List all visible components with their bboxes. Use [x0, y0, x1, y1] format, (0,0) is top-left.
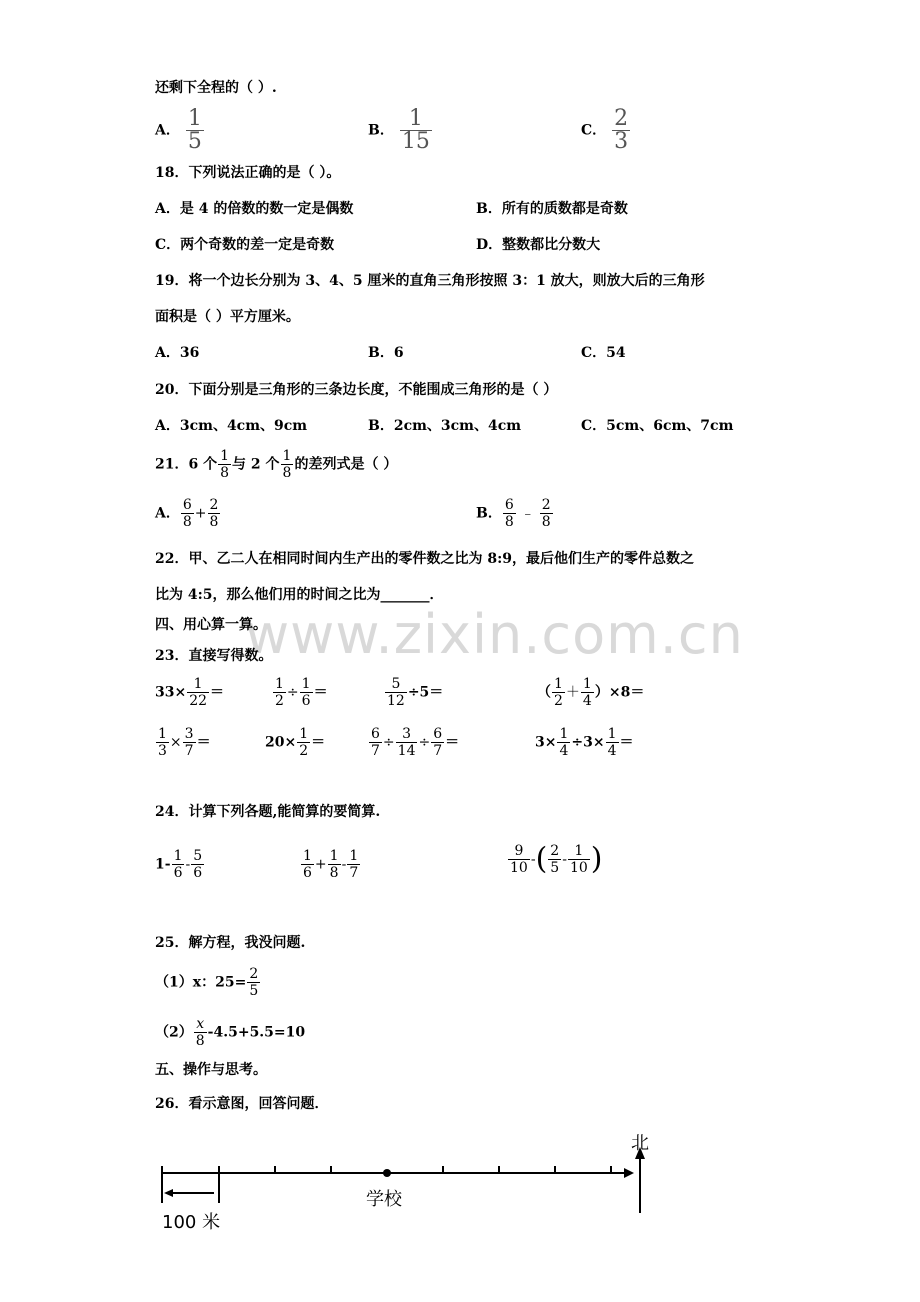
q17-stem: 还剩下全程的（ ）.	[155, 80, 277, 96]
expr-text: ＝	[445, 734, 460, 751]
q18-stem: 18．下列说法正确的是（ ）。	[155, 165, 341, 181]
fraction	[347, 848, 360, 881]
denominator: 2	[275, 693, 284, 709]
fraction	[297, 726, 310, 759]
q22-line1: 22．甲、乙二人在相同时间内生产出的零件数之比为 8:9，最后他们生产的零件总数之	[155, 551, 695, 567]
operator: ÷	[418, 734, 431, 751]
numerator: 1	[329, 848, 339, 864]
denominator: 7	[184, 743, 194, 759]
expr-text: ÷3×	[571, 734, 605, 751]
numerator: 1	[282, 448, 292, 464]
expr-text: ＝	[311, 734, 326, 751]
q19-option-b: B．6	[368, 345, 404, 361]
expr-text: （2）	[155, 1024, 193, 1041]
operator: -	[530, 851, 536, 868]
denominator: 6	[301, 693, 311, 709]
q17-option-a	[155, 108, 204, 153]
numerator: 1	[301, 676, 311, 692]
q19-option-a: A．36	[155, 345, 200, 361]
denominator: 5	[187, 129, 202, 154]
fraction	[172, 848, 185, 881]
denominator: 10	[510, 860, 528, 876]
denominator: 5	[550, 860, 560, 876]
q19-option-c: C．54	[581, 345, 626, 361]
numerator: 1	[408, 106, 423, 131]
denominator: 8	[541, 514, 551, 530]
denominator: 6	[193, 865, 203, 881]
numerator: 1	[187, 106, 202, 131]
expr-text: ＝	[210, 684, 225, 701]
q17-option-b	[368, 108, 432, 153]
denominator: 7	[349, 865, 359, 881]
denominator: 8	[329, 865, 339, 881]
fraction	[508, 843, 530, 876]
fraction	[247, 966, 260, 999]
denominator: 4	[607, 743, 617, 759]
fraction	[281, 448, 294, 481]
section5-title: 五、操作与思考。	[155, 1062, 267, 1078]
fraction	[300, 676, 313, 709]
q21-option-b	[476, 497, 554, 530]
fraction	[273, 676, 286, 709]
denominator: 22	[189, 693, 208, 709]
option-label: B．	[476, 505, 502, 522]
fraction	[181, 497, 194, 530]
numerator: 1	[554, 676, 563, 692]
numerator: 1	[193, 676, 203, 692]
numerator: 6	[433, 726, 443, 742]
q21-stem	[155, 448, 397, 481]
operator: ＋	[565, 684, 580, 701]
q22-line2: 比为 4:5，那么他们用的时间之比为_______．	[155, 587, 444, 603]
denominator: 6	[173, 865, 183, 881]
denominator: 8	[209, 514, 219, 530]
numerator: 1	[220, 448, 230, 464]
scale-diagram	[150, 1125, 670, 1235]
q25-eq-2	[155, 1016, 305, 1049]
fraction	[194, 1016, 207, 1049]
q25-eq-1	[155, 966, 261, 999]
q17-option-c	[581, 108, 630, 153]
q23-r1-b	[272, 676, 328, 709]
q21-option-a	[155, 497, 221, 530]
fraction	[431, 726, 444, 759]
denominator: 2	[299, 743, 309, 759]
expr-text: ＝	[313, 684, 328, 701]
denominator: 4	[582, 693, 592, 709]
fraction	[186, 108, 204, 153]
option-label: A．	[155, 505, 180, 522]
operator: ÷	[286, 684, 299, 701]
q23-r2-d	[535, 726, 634, 759]
fraction	[191, 848, 204, 881]
fraction	[183, 726, 196, 759]
denominator: 7	[371, 743, 380, 759]
numerator: 1	[574, 843, 584, 859]
stem-text: 的差列式是（ ）	[294, 456, 398, 473]
numerator: 1	[303, 848, 312, 864]
fraction	[385, 676, 407, 709]
denominator: 12	[387, 693, 405, 709]
fraction	[396, 726, 418, 759]
fraction	[156, 726, 169, 759]
denominator: 8	[220, 465, 230, 481]
q23-stem: 23．直接写得数。	[155, 648, 273, 664]
q26-stem: 26．看示意图，回答问题．	[155, 1096, 329, 1112]
school-point	[383, 1169, 391, 1177]
q24-expr-2	[300, 848, 361, 881]
school-label: 学校	[366, 1189, 402, 1210]
scale-arrow-left-icon	[164, 1189, 173, 1197]
q18-option-c: C．两个奇数的差一定是奇数	[155, 237, 335, 253]
numerator: 1	[158, 726, 167, 742]
fraction	[301, 848, 314, 881]
numerator: 5	[391, 676, 401, 692]
denominator: 8	[282, 465, 292, 481]
denominator: 10	[569, 860, 588, 876]
option-label: C．	[581, 122, 607, 139]
numerator: 9	[514, 843, 524, 859]
numerator: 6	[504, 497, 514, 513]
q19-stem-line1: 19．将一个边长分别为 3、4、5 厘米的直角三角形按照 3：1 放大，则放大后的三角形	[155, 273, 705, 289]
q23-r2-c	[368, 726, 459, 759]
numerator: x	[196, 1016, 205, 1032]
fraction	[557, 726, 570, 759]
q23-r1-d	[537, 676, 644, 709]
q24-expr-3	[507, 843, 602, 876]
left-paren: (	[535, 841, 548, 877]
q20-option-c: C．5cm、6cm、7cm	[581, 418, 734, 434]
operator: ×	[169, 734, 182, 751]
q23-r2-b	[265, 726, 325, 759]
operator: +	[314, 856, 327, 873]
fraction	[606, 726, 619, 759]
operator: +	[194, 505, 207, 522]
numerator: 1	[275, 676, 284, 692]
q18-option-b: B．所有的质数都是奇数	[476, 201, 628, 217]
q19-stem-line2: 面积是（ ）平方厘米。	[155, 309, 300, 325]
denominator: 14	[397, 743, 416, 759]
operator: -	[341, 856, 347, 873]
q23-r1-c	[384, 676, 443, 709]
q20-option-b: B．2cm、3cm、4cm	[368, 418, 522, 434]
denominator: 15	[401, 129, 430, 154]
fraction	[581, 676, 594, 709]
expr-text: ＝	[619, 734, 634, 751]
denominator: 3	[614, 129, 629, 154]
denominator: 8	[182, 514, 192, 530]
fraction	[400, 108, 432, 153]
numerator: 1	[299, 726, 309, 742]
option-label: A．	[155, 122, 180, 139]
operator: -	[562, 851, 567, 868]
expr-text: （1）x：25=	[155, 974, 247, 991]
q23-r1-a	[155, 676, 224, 709]
expr-text: -4.5+5.5=10	[207, 1024, 306, 1041]
stem-text: 21．6 个	[155, 456, 218, 473]
denominator: 2	[554, 693, 563, 709]
expr-text: 20×	[265, 734, 297, 751]
q24-expr-1	[155, 848, 205, 881]
numerator: 5	[193, 848, 203, 864]
fraction	[552, 676, 565, 709]
numerator: 1	[173, 848, 183, 864]
expr-text: 3×	[535, 734, 557, 751]
operator: ﹣	[520, 505, 535, 522]
q24-stem: 24．计算下列各题,能简算的要简算.	[155, 804, 381, 820]
denominator: 8	[504, 514, 514, 530]
q18-option-a: A．是 4 的倍数的数一定是偶数	[155, 201, 354, 217]
denominator: 5	[249, 983, 259, 999]
numerator: 1	[582, 676, 592, 692]
denominator: 3	[158, 743, 167, 759]
denominator: 8	[195, 1033, 205, 1049]
numerator: 2	[249, 966, 259, 982]
q20-stem: 20．下面分别是三角形的三条边长度，不能围成三角形的是（ ）	[155, 382, 558, 398]
expr-text: ）×8＝	[594, 684, 645, 701]
right-paren: )	[590, 841, 603, 877]
stem-text: 与 2 个	[232, 456, 280, 473]
numerator: 1	[607, 726, 617, 742]
numerator: 2	[541, 497, 551, 513]
numerator: 3	[184, 726, 194, 742]
section4-title: 四、用心算一算。	[155, 617, 267, 633]
fraction	[548, 843, 561, 876]
fraction	[218, 448, 231, 481]
denominator: 6	[303, 865, 312, 881]
expr-text: （	[537, 684, 551, 701]
numerator: 2	[614, 106, 629, 131]
denominator: 4	[559, 743, 569, 759]
q23-r2-a	[155, 726, 211, 759]
fraction	[612, 108, 630, 153]
expr-text: 1-	[155, 856, 171, 873]
expr-text: ÷5＝	[407, 684, 444, 701]
numerator: 2	[209, 497, 219, 513]
scale-label: 100 米	[162, 1212, 221, 1233]
q20-option-a: A．3cm、4cm、9cm	[155, 418, 308, 434]
expr-text: 33×	[155, 684, 187, 701]
line-arrow-icon	[624, 1168, 634, 1178]
fraction	[187, 676, 209, 709]
watermark-text: www.zixin.com.cn	[245, 603, 744, 666]
fraction	[568, 843, 590, 876]
expr-text: ＝	[196, 734, 211, 751]
q18-option-d: D．整数都比分数大	[476, 237, 601, 253]
fraction	[369, 726, 382, 759]
q25-stem: 25．解方程，我没问题.	[155, 935, 306, 951]
fraction	[540, 497, 553, 530]
numerator: 1	[349, 848, 359, 864]
operator: ÷	[382, 734, 395, 751]
numerator: 3	[402, 726, 412, 742]
denominator: 7	[433, 743, 443, 759]
numerator: 2	[550, 843, 560, 859]
numerator: 1	[559, 726, 569, 742]
north-label: 北	[631, 1133, 649, 1154]
option-label: B．	[368, 122, 394, 139]
numerator: 6	[371, 726, 380, 742]
numerator: 6	[182, 497, 192, 513]
fraction	[208, 497, 221, 530]
fraction	[328, 848, 341, 881]
fraction	[503, 497, 516, 530]
operator: -	[185, 856, 191, 873]
